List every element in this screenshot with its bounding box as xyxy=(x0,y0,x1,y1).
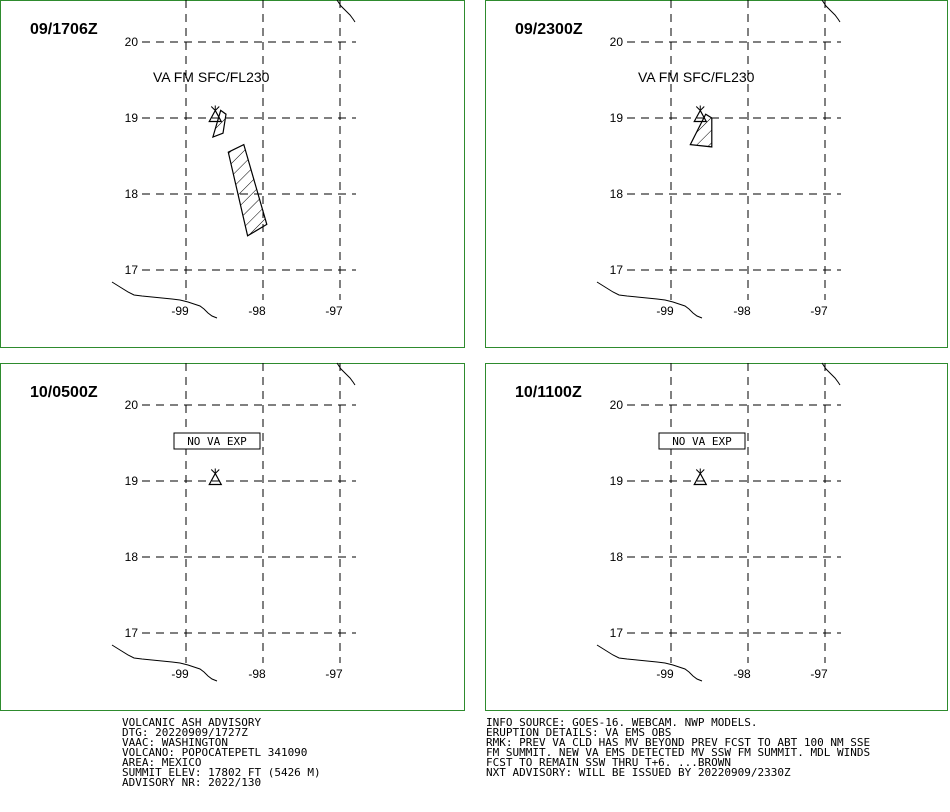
longitude-label: -98 xyxy=(733,304,751,318)
ash-cloud-area xyxy=(690,114,712,147)
footer-left-line: VOLCANO: POPOCATEPETL 341090 xyxy=(122,746,308,759)
latitude-label: 20 xyxy=(609,398,623,412)
panel-border xyxy=(486,364,948,711)
longitude-label: -99 xyxy=(171,304,189,318)
latitude-label: 19 xyxy=(124,474,138,488)
longitude-label: -97 xyxy=(325,304,343,318)
ash-level-label: VA FM SFC/FL230 xyxy=(153,69,270,85)
longitude-label: -97 xyxy=(325,667,343,681)
panel-time-title: 09/1706Z xyxy=(30,21,98,38)
footer-left-line: SUMMIT ELEV: 17802 FT (5426 M) xyxy=(122,766,321,779)
advisory-info-right xyxy=(486,716,870,779)
footer-right-line: INFO SOURCE: GOES-16. WEBCAM. NWP MODELS. xyxy=(486,716,758,729)
forecast-panels xyxy=(1,0,948,711)
coastline xyxy=(597,645,702,681)
latitude-label: 20 xyxy=(124,35,138,49)
latitude-label: 19 xyxy=(124,111,138,125)
latitude-label: 17 xyxy=(124,263,138,277)
footer-left-line: ADVISORY NR: 2022/130 xyxy=(122,776,262,789)
no-ash-expected-label: NO VA EXP xyxy=(672,435,732,448)
longitude-label: -98 xyxy=(248,304,266,318)
volcano-icon xyxy=(694,105,706,121)
ash-cloud-area xyxy=(213,110,226,137)
ash-level-label: VA FM SFC/FL230 xyxy=(638,69,755,85)
footer-right-line: RMK: PREV VA CLD HAS MV BEYOND PREV FCST TO ABT 100 NM SSE xyxy=(486,736,871,749)
footer-right-line: ERUPTION DETAILS: VA EMS OBS xyxy=(486,726,672,739)
footer-right-line: FCST TO REMAIN SSW THRU T+6. ...BROWN xyxy=(486,756,732,769)
volcano-icon xyxy=(209,468,221,484)
forecast-panel-3 xyxy=(1,363,465,711)
longitude-label: -99 xyxy=(171,667,189,681)
footer-left-line: VAAC: WASHINGTON xyxy=(122,736,228,749)
longitude-label: -97 xyxy=(810,304,828,318)
latitude-label: 18 xyxy=(609,187,623,201)
volcano-icon xyxy=(694,468,706,484)
latitude-label: 20 xyxy=(609,35,623,49)
panel-time-title: 09/2300Z xyxy=(515,21,583,38)
panel-border xyxy=(1,364,465,711)
coastline xyxy=(112,282,217,318)
longitude-label: -98 xyxy=(733,667,751,681)
forecast-panel-1 xyxy=(1,0,465,348)
footer-right-line: FM SUMMIT. NEW VA EMS DETECTED MV SSW FM SUMMIT. MDL WINDS xyxy=(486,746,871,759)
panel-time-title: 10/0500Z xyxy=(30,384,98,401)
ash-cloud-area xyxy=(228,145,266,236)
latitude-label: 19 xyxy=(609,474,623,488)
latitude-label: 18 xyxy=(609,550,623,564)
longitude-label: -99 xyxy=(656,304,674,318)
longitude-label: -98 xyxy=(248,667,266,681)
latitude-label: 20 xyxy=(124,398,138,412)
coastline xyxy=(112,645,217,681)
footer-left-line: AREA: MEXICO xyxy=(122,756,202,769)
panel-border xyxy=(1,1,465,348)
latitude-label: 17 xyxy=(124,626,138,640)
latitude-label: 18 xyxy=(124,187,138,201)
longitude-label: -99 xyxy=(656,667,674,681)
latitude-label: 17 xyxy=(609,626,623,640)
coastline xyxy=(597,282,702,318)
latitude-label: 19 xyxy=(609,111,623,125)
footer-left-line: DTG: 20220909/1727Z xyxy=(122,726,248,739)
panel-time-title: 10/1100Z xyxy=(515,384,582,401)
forecast-panel-4 xyxy=(486,363,948,711)
no-ash-expected-label: NO VA EXP xyxy=(187,435,247,448)
latitude-label: 18 xyxy=(124,550,138,564)
forecast-panel-2 xyxy=(486,0,948,348)
longitude-label: -97 xyxy=(810,667,828,681)
latitude-label: 17 xyxy=(609,263,623,277)
footer-left-line: VOLCANIC ASH ADVISORY xyxy=(122,716,262,729)
footer-right-line: NXT ADVISORY: WILL BE ISSUED BY 20220909/2330Z xyxy=(486,766,791,779)
panel-border xyxy=(486,1,948,348)
advisory-info-left xyxy=(122,716,321,789)
